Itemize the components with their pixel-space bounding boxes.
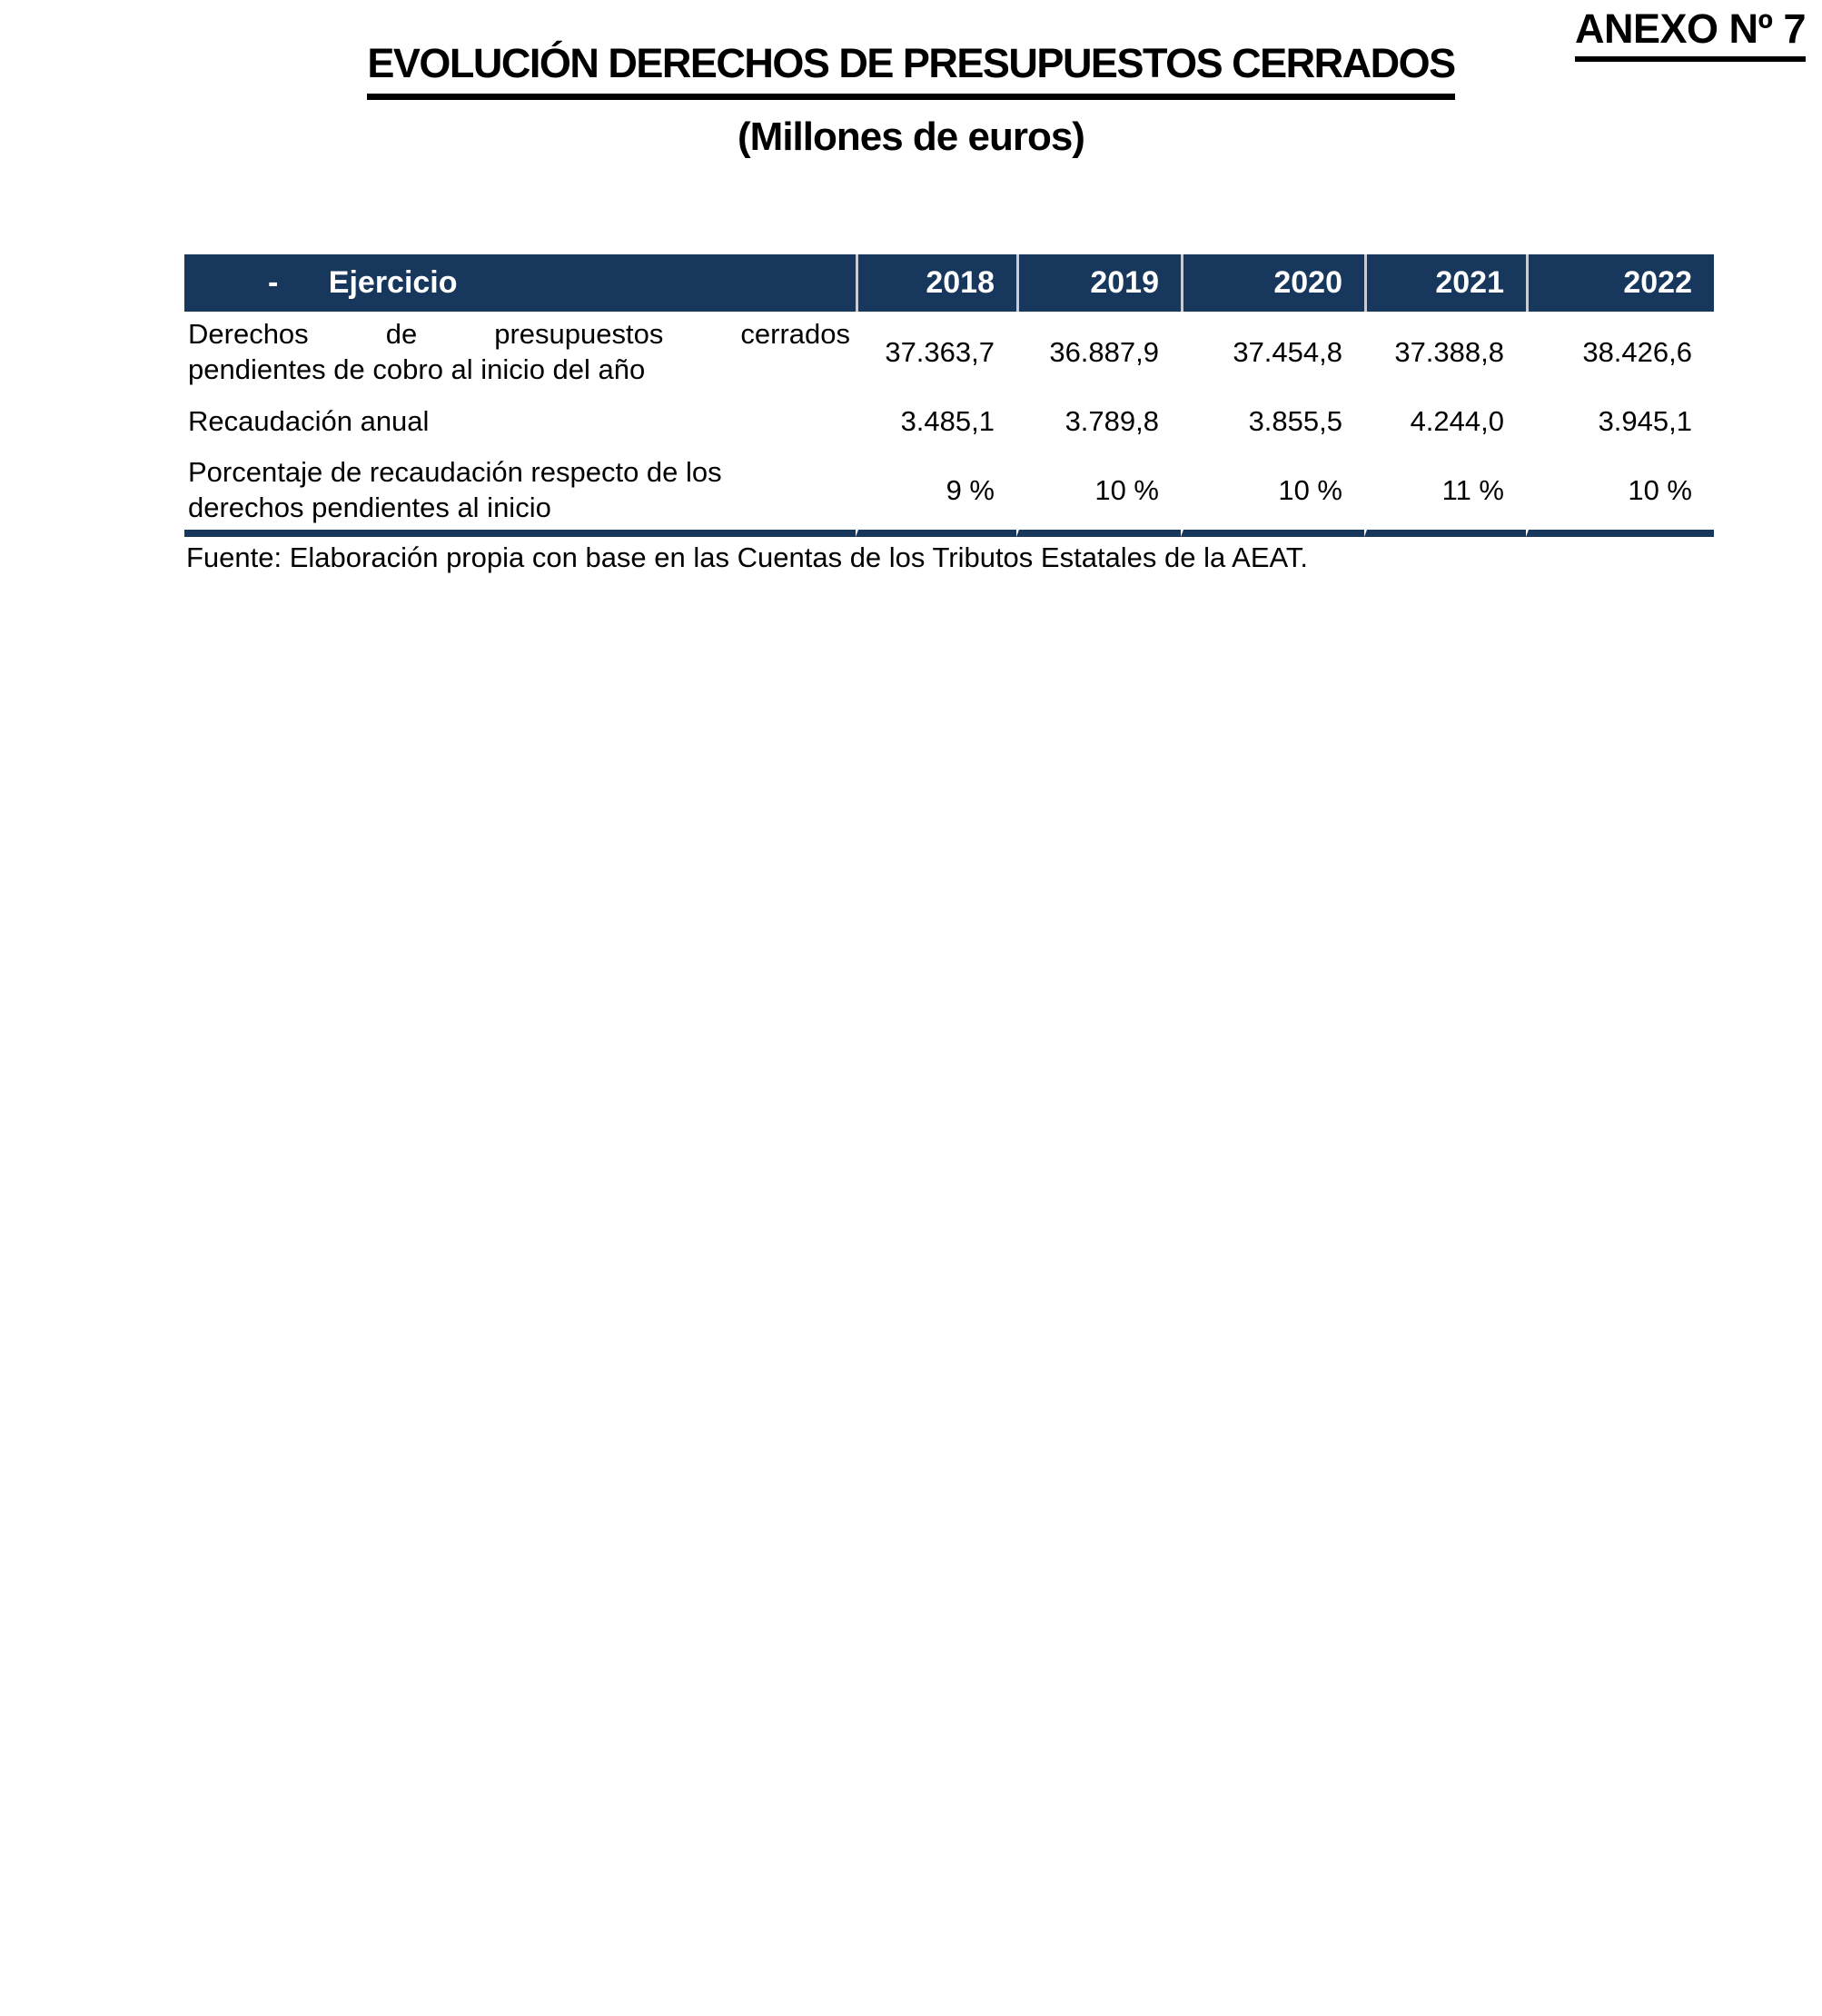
row-label-line: Porcentaje de recaudación respecto de los: [188, 456, 722, 488]
cell-value: 3.945,1: [1526, 392, 1714, 450]
table-row: [184, 392, 1714, 450]
cell-value: 3.789,8: [1016, 392, 1181, 450]
table-row: [184, 312, 1714, 392]
header-cell-year-2019: 2019: [1016, 254, 1181, 312]
row-label-porcentaje-recaudacion: [184, 450, 856, 537]
cell-value: 36.887,9: [1016, 312, 1181, 392]
cell-value: 37.454,8: [1181, 312, 1364, 392]
title-block: [0, 40, 1822, 100]
header-row: [184, 254, 1714, 312]
cell-value: 11 %: [1364, 450, 1526, 537]
row-label-line: derechos pendientes al inicio: [188, 492, 551, 523]
source-note: Fuente: Elaboración propia con base en las Cuentas de los Tributos Estatales de la AEAT.: [186, 541, 1309, 573]
row-label-line: Derechos de presupuestos cerrados: [188, 318, 850, 350]
cell-value: 3.485,1: [856, 392, 1016, 450]
cell-value: 10 %: [1016, 450, 1181, 537]
cell-value: 10 %: [1181, 450, 1364, 537]
cell-value: 10 %: [1526, 450, 1714, 537]
table-row: [184, 450, 1714, 537]
table-body: [184, 312, 1714, 537]
cell-value: 38.426,6: [1526, 312, 1714, 392]
data-table: [184, 254, 1714, 537]
header-cell-year-2020: 2020: [1181, 254, 1364, 312]
annex-label: ANEXO Nº 7: [1575, 5, 1806, 62]
header-cell-year-2021: 2021: [1364, 254, 1526, 312]
page-title: EVOLUCIÓN DERECHOS DE PRESUPUESTOS CERRADOS: [367, 40, 1454, 100]
header-cell-year-2018: 2018: [856, 254, 1016, 312]
header-dash: -: [268, 265, 279, 300]
header-label: Ejercicio: [328, 265, 458, 300]
row-label-recaudacion-anual: [184, 392, 856, 450]
row-label-line: pendientes de cobro al inicio del año: [188, 353, 646, 385]
cell-value: 9 %: [856, 450, 1016, 537]
table-header: [184, 254, 1714, 312]
row-label-derechos-pendientes: [184, 312, 856, 392]
row-label-line: Recaudación anual: [188, 404, 430, 437]
cell-value: 37.388,8: [1364, 312, 1526, 392]
cell-value: 37.363,7: [856, 312, 1016, 392]
page-subtitle: (Millones de euros): [738, 114, 1084, 159]
cell-value: 3.855,5: [1181, 392, 1364, 450]
cell-value: 4.244,0: [1364, 392, 1526, 450]
header-cell-year-2022: 2022: [1526, 254, 1714, 312]
header-cell-ejercicio: [184, 254, 856, 312]
